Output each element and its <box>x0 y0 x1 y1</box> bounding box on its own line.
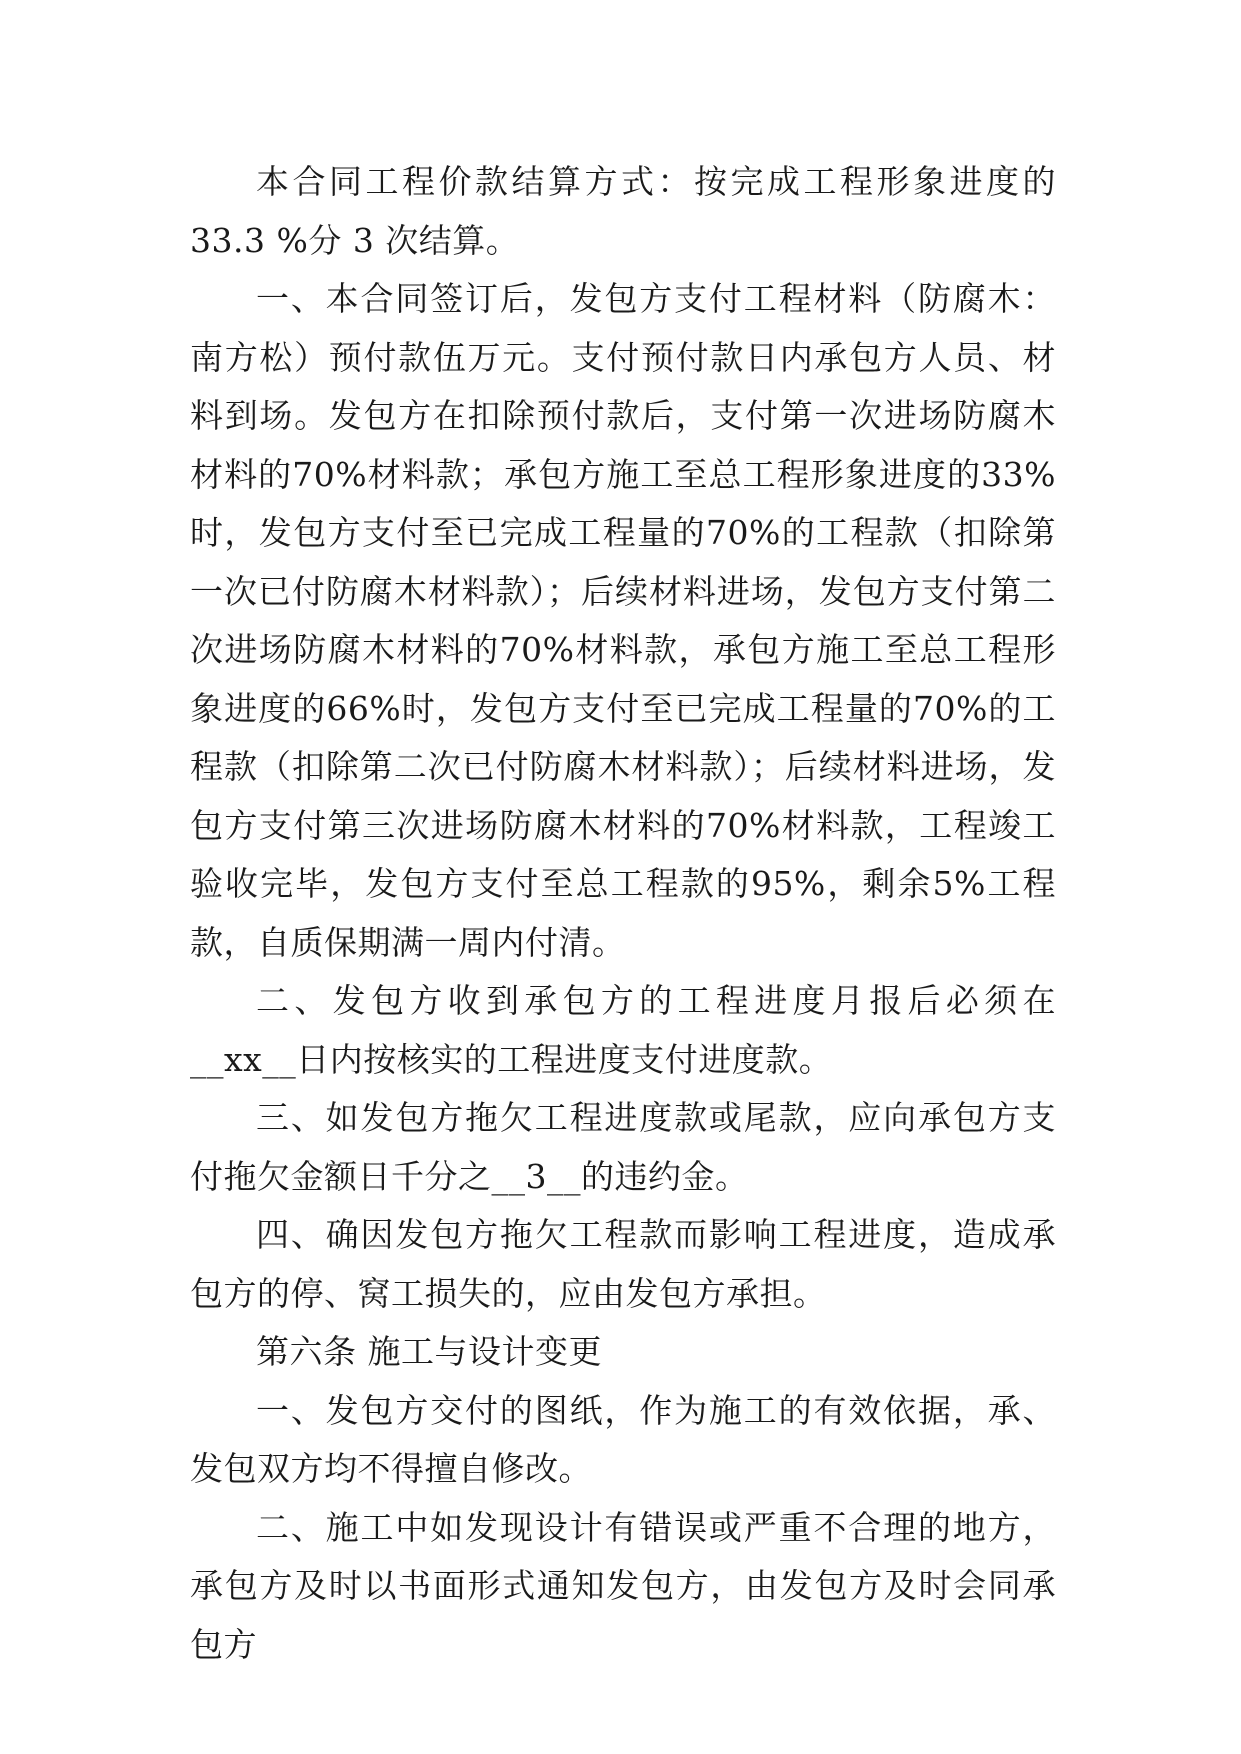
section-heading-article-6: 第六条 施工与设计变更 <box>256 1332 602 1371</box>
paragraph-clause-4-losses: 四、确因发包方拖欠工程款而影响工程进度，造成承包方的停、窝工损失的，应由发包方承担。 <box>190 1215 1056 1313</box>
paragraph-article-6-clause-1: 一、发包方交付的图纸，作为施工的有效依据，承、发包双方均不得擅自修改。 <box>190 1390 1056 1488</box>
document-body <box>190 153 1056 1674</box>
paragraph-article-6-clause-2: 二、施工中如发现设计有错误或严重不合理的地方，承包方及时以书面形式通知发包方，由发包方及时会同承包方 <box>190 1507 1056 1664</box>
paragraph-clause-3-penalty: 三、如发包方拖欠工程进度款或尾款，应向承包方支付拖欠金额日千分之__3__的违约金。 <box>190 1098 1056 1196</box>
paragraph-clause-2-progress-payment: 二、发包方收到承包方的工程进度月报后必须在__xx__日内按核实的工程进度支付进度款。 <box>190 981 1056 1079</box>
paragraph-settlement-method: 本合同工程价款结算方式：按完成工程形象进度的33.3 %分 3 次结算。 <box>190 162 1056 260</box>
paragraph-clause-1-payment: 一、本合同签订后，发包方支付工程材料（防腐木：南方松）预付款伍万元。支付预付款日内承包方人员、材料到场。发包方在扣除预付款后，支付第一次进场防腐木材料的70%材料款；承包方施工至总工程形象进度的33%时，发包方支付至已完成工程量的70%的工程款（扣除第一次已付防腐木材料款）；后续材料进场，发包方支付第二次进场防腐木材料的70%材料款，承包方施工至总工程形象进度的66%时，发包方支付至已完成工程量的70%的工程款（扣除第二次已付防腐木材料款）；后续材料进场，发包方支付第三次进场防腐木材料的70%材料款，工程竣工验收完毕，发包方支付至总工程款的95%，剩余5%工程款，自质保期满一周内付清。 <box>190 279 1056 962</box>
